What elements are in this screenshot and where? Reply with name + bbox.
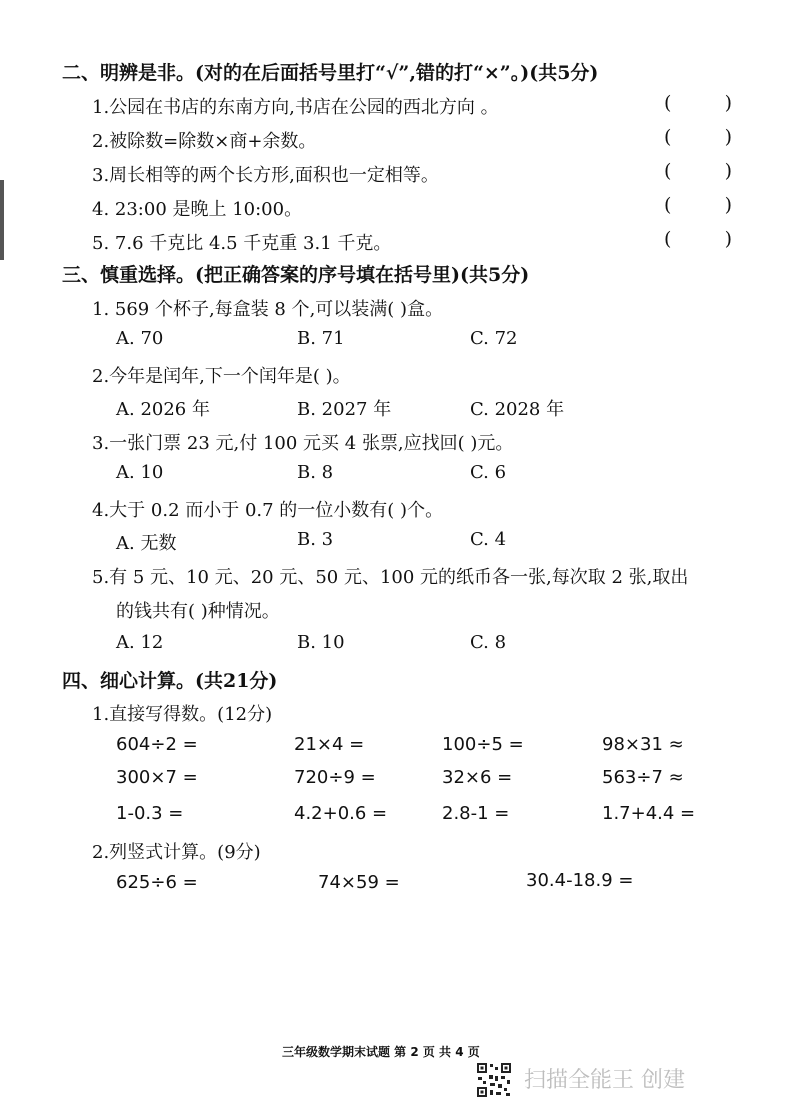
choice-q5: 5.有 5 元、10 元、20 元、50 元、100 元的纸币各一张,每次取 2 张,取出 (92, 567, 689, 588)
choice-q2-b: B. 2027 年 (297, 399, 392, 420)
scan-edge-mark (0, 180, 4, 260)
qr-code-icon (476, 1062, 512, 1098)
calc-sub1-title: 1.直接写得数。(12分) (92, 704, 273, 725)
choice-q2: 2.今年是闰年,下一个闰年是( )。 (92, 366, 351, 387)
watermark-text: 扫描全能王 创建 (524, 1068, 685, 1093)
calc-r3-c1: 1-0.3 = (116, 803, 184, 824)
choice-q1-c: C. 72 (470, 328, 518, 349)
calc-r1-c3: 100÷5 = (442, 734, 524, 755)
calc-r3-c3: 2.8-1 = (442, 803, 510, 824)
calc-r1-c4: 98×31 ≈ (602, 734, 684, 755)
calc-r3-c2: 4.2+0.6 = (294, 803, 388, 824)
calc-r1-c2: 21×4 = (294, 734, 365, 755)
choice-q5-b: B. 10 (297, 632, 345, 653)
vertical-calc-2: 74×59 = (318, 872, 400, 893)
calc-r2-c2: 720÷9 = (294, 767, 376, 788)
calc-r2-c1: 300×7 = (116, 767, 198, 788)
choice-q4-a: A. 无数 (116, 533, 177, 554)
judge-item-3: 3.周长相等的两个长方形,面积也一定相等。 (92, 165, 439, 186)
vertical-calc-1: 625÷6 = (116, 872, 198, 893)
judge-item-1: 1.公园在书店的东南方向,书店在公园的西北方向 。 (92, 97, 499, 118)
choice-q1-a: A. 70 (116, 328, 164, 349)
calc-r2-c4: 563÷7 ≈ (602, 767, 684, 788)
choice-q4-c: C. 4 (470, 529, 507, 550)
calc-sub2-title: 2.列竖式计算。(9分) (92, 842, 261, 863)
calc-r1-c1: 604÷2 = (116, 734, 198, 755)
choice-q3-b: B. 8 (297, 462, 334, 483)
choice-q5-cont: 的钱共有( )种情况。 (116, 601, 280, 622)
section-3-title: 三、慎重选择。(把正确答案的序号填在括号里)(共5分) (62, 264, 530, 286)
choice-q4-b: B. 3 (297, 529, 334, 550)
choice-q3-a: A. 10 (116, 462, 164, 483)
choice-q3-c: C. 6 (470, 462, 507, 483)
choice-q1: 1. 569 个杯子,每盒装 8 个,可以装满( )盒。 (92, 299, 444, 320)
choice-q1-b: B. 71 (297, 328, 345, 349)
calc-r3-c4: 1.7+4.4 = (602, 803, 696, 824)
calc-r2-c3: 32×6 = (442, 767, 513, 788)
section-2-title: 二、明辨是非。(对的在后面括号里打“√”,错的打“×”。)(共5分) (62, 62, 599, 84)
judge-item-2: 2.被除数=除数×商+余数。 (92, 131, 317, 152)
choice-q5-c: C. 8 (470, 632, 507, 653)
section-4-title: 四、细心计算。(共21分) (62, 670, 278, 692)
choice-q4: 4.大于 0.2 而小于 0.7 的一位小数有( )个。 (92, 500, 444, 521)
judge-item-4: 4. 23:00 是晚上 10:00。 (92, 199, 303, 220)
page-footer: 三年级数学期末试题 第 2 页 共 4 页 (282, 1045, 480, 1059)
choice-q2-a: A. 2026 年 (116, 399, 210, 420)
choice-q2-c: C. 2028 年 (470, 399, 565, 420)
judge-item-5: 5. 7.6 千克比 4.5 千克重 3.1 千克。 (92, 233, 392, 254)
vertical-calc-3: 30.4-18.9 = (526, 870, 634, 891)
choice-q5-a: A. 12 (116, 632, 164, 653)
choice-q3: 3.一张门票 23 元,付 100 元买 4 张票,应找回( )元。 (92, 433, 514, 454)
